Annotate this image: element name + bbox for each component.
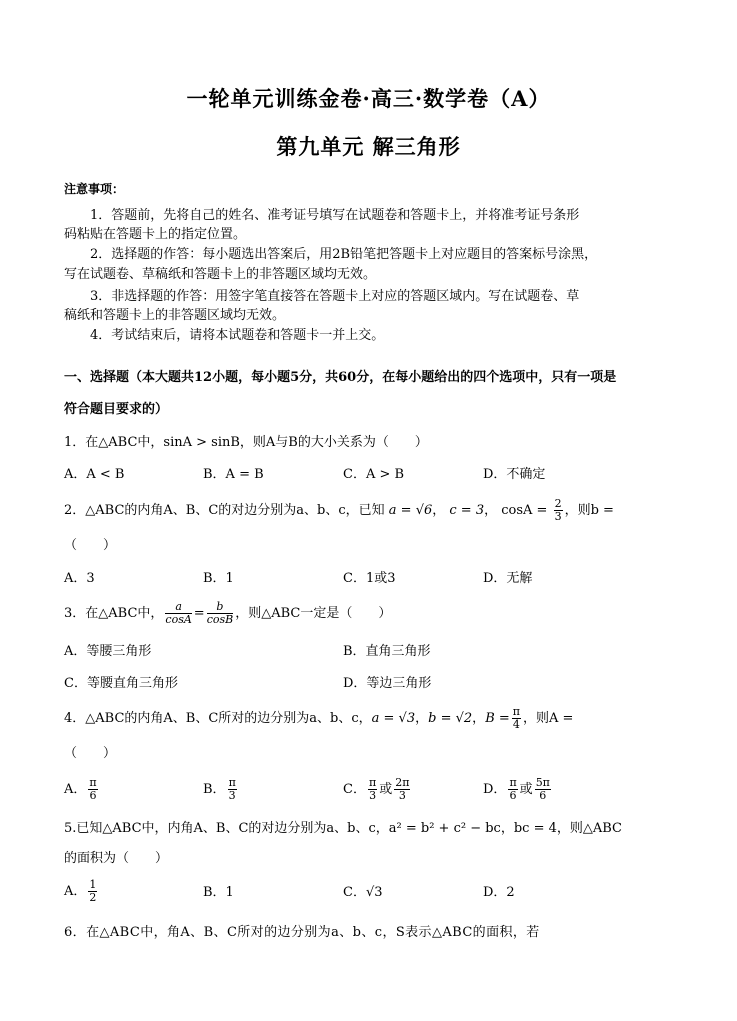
page-title: 一轮单元训练金卷·高三·数学卷（A） <box>186 86 551 111</box>
q4-a-frac <box>88 777 97 802</box>
q4-d-den1: 6 <box>509 789 517 802</box>
q4-option-a <box>64 777 100 803</box>
notice-line: 写在试题卷、草稿纸和答题卡上的非答题区域均无效。 <box>64 267 377 282</box>
q5-a-label: A． <box>64 884 87 899</box>
q4-B-pre: B = <box>485 711 510 726</box>
q1-option-d: D．不确定 <box>483 467 546 482</box>
q2-frac-num: 2 <box>554 497 562 510</box>
notice-line: 稿纸和答题卡上的非答题区域均无效。 <box>64 308 286 323</box>
q2-option-b: B．1 <box>203 571 234 586</box>
q4-B-num: π <box>512 705 520 718</box>
q4-d-frac1 <box>508 777 517 802</box>
q5-option-d: D．2 <box>483 885 515 900</box>
q4-c-den1: 3 <box>369 789 377 802</box>
question-4-stem: 4．△ABC的内角A、B、C所对的边分别为a、b、c，a = √3，b = √2，B = $\frac{\pi}{4}$ ，则A = <box>64 705 574 731</box>
q4-option-c <box>343 777 412 803</box>
q3-option-b: B．直角三角形 <box>343 644 431 659</box>
q4-stem-post: ，则A = <box>523 711 574 726</box>
q4-c-num2: 2π <box>395 776 410 789</box>
q3-f2-den: cosB <box>206 613 234 626</box>
question-2-stem: 2．△ABC的内角A、B、C的对边分别为a、b、c，已知 a = √6， c = 3， cosA = $\frac{2}{3}$ ，则b = <box>64 497 614 523</box>
q4-d-label: D． <box>483 782 507 797</box>
q1-option-c: C．A > B <box>343 467 405 482</box>
q4-a-den: 6 <box>89 789 97 802</box>
notice-line: 4．考试结束后，请将本试题卷和答题卡一并上交。 <box>90 328 385 343</box>
q4-b-num: π <box>228 776 236 789</box>
notice-line: 2．选择题的作答：每小题选出答案后，用2B铅笔把答题卡上对应题目的答案标号涂黑， <box>90 247 598 262</box>
q3-f2-num: b <box>207 601 234 614</box>
q2-frac-den: 3 <box>554 510 562 523</box>
q4-c-den2: 3 <box>398 789 406 802</box>
notice-heading: 注意事项： <box>64 182 125 196</box>
question-5-stem: 5.已知△ABC中，内角A、B、C的对边分别为a、b、c，a² = b² + c² − bc，bc = 4，则△ABC <box>64 821 622 836</box>
q4-b-frac <box>228 777 237 802</box>
notice-line: 码粘贴在答题卡上的指定位置。 <box>64 227 247 242</box>
q4-c-num1: π <box>368 776 377 789</box>
q3-f1-den: cosA <box>165 613 192 626</box>
q2-a-value: a = √6 <box>388 503 433 518</box>
q4-c-or: 或 <box>379 782 393 797</box>
q4-B-fraction <box>512 706 521 731</box>
q4-c-frac1 <box>368 777 377 802</box>
question-3-stem <box>64 600 676 628</box>
q5-a-frac <box>88 879 97 904</box>
q4-option-d <box>483 777 553 803</box>
q3-f1-num: a <box>165 601 191 614</box>
q4-a-num: π <box>89 776 97 789</box>
q3-option-c: C．等腰直角三角形 <box>64 676 178 691</box>
section-heading: 一、选择题（本大题共12小题，每小题5分，共60分，在每小题给出的四个选项中，只有一项是 <box>64 370 617 385</box>
q4-B-den: 4 <box>512 718 520 731</box>
q1-option-b: B．A = B <box>203 467 264 482</box>
q5-option-a <box>64 879 99 905</box>
q4-d-or: 或 <box>519 782 533 797</box>
q2-option-d: D．无解 <box>483 571 533 586</box>
q4-c-frac2 <box>394 777 410 802</box>
q5-a-den: 2 <box>89 891 97 904</box>
q4-b-label: B． <box>203 782 226 797</box>
q4-a-label: A． <box>64 782 87 797</box>
section-heading-cont: 符合题目要求的） <box>64 402 169 417</box>
q3-fraction-1 <box>165 601 191 626</box>
q4-b-den: 3 <box>228 789 236 802</box>
q5-option-b: B．1 <box>203 885 234 900</box>
q3-fraction-2 <box>207 601 234 626</box>
q2-paren: （ ） <box>64 538 117 553</box>
q4-d-frac2 <box>535 777 551 802</box>
notice-line: 3．非选择题的作答：用签字笔直接答在答题卡上对应的答题区域内。写在试题卷、草 <box>90 289 580 304</box>
q4-c-label: C． <box>343 782 366 797</box>
q3-option-d: D．等边三角形 <box>343 676 432 691</box>
question-5-stem-cont: 的面积为（ ） <box>64 851 169 866</box>
q4-d-den2: 6 <box>539 789 547 802</box>
q4-d-num1: π <box>509 776 517 789</box>
notice-line: 1．答题前，先将自己的姓名、准考证号填写在试题卷和答题卡上，并将准考证号条形 <box>90 208 580 223</box>
q2-option-a: A．3 <box>64 571 95 586</box>
q5-a-num: 1 <box>89 878 97 891</box>
q3-stem-pre: 3．在△ABC中， <box>64 606 164 621</box>
q5-option-c: C．√3 <box>343 885 383 900</box>
q4-stem-pre: 4．△ABC的内角A、B、C所对的边分别为a、b、c， <box>64 711 372 726</box>
q4-d-num2: 5π <box>535 776 550 789</box>
q3-stem-post: ，则△ABC一定是（ ） <box>235 606 392 621</box>
q3-option-a: A．等腰三角形 <box>64 644 152 659</box>
q2-cos: cosA = <box>501 503 548 518</box>
q2-stem-pre: 2．△ABC的内角A、B、C的对边分别为a、b、c，已知 <box>64 503 385 518</box>
q3-eq: = <box>193 606 205 621</box>
q2-fraction <box>554 498 563 523</box>
question-1-stem: 1．在△ABC中，sinA > sinB，则A与B的大小关系为（ ） <box>64 435 428 450</box>
q2-option-c: C．1或3 <box>343 571 396 586</box>
q1-option-a: A．A < B <box>64 467 125 482</box>
q2-stem-post: ，则b = <box>564 503 614 518</box>
unit-title: 第九单元 解三角形 <box>276 134 461 159</box>
question-6-stem: 6．在△ABC中，角A、B、C所对的边分别为a、b、c，S表示△ABC的面积，若 <box>64 925 540 940</box>
q2-c-value: c = 3 <box>449 503 485 518</box>
q4-b-value: b = √2 <box>428 711 473 726</box>
q4-option-b <box>203 777 239 803</box>
q4-a-value: a = √3 <box>371 711 416 726</box>
q4-paren: （ ） <box>64 746 117 761</box>
